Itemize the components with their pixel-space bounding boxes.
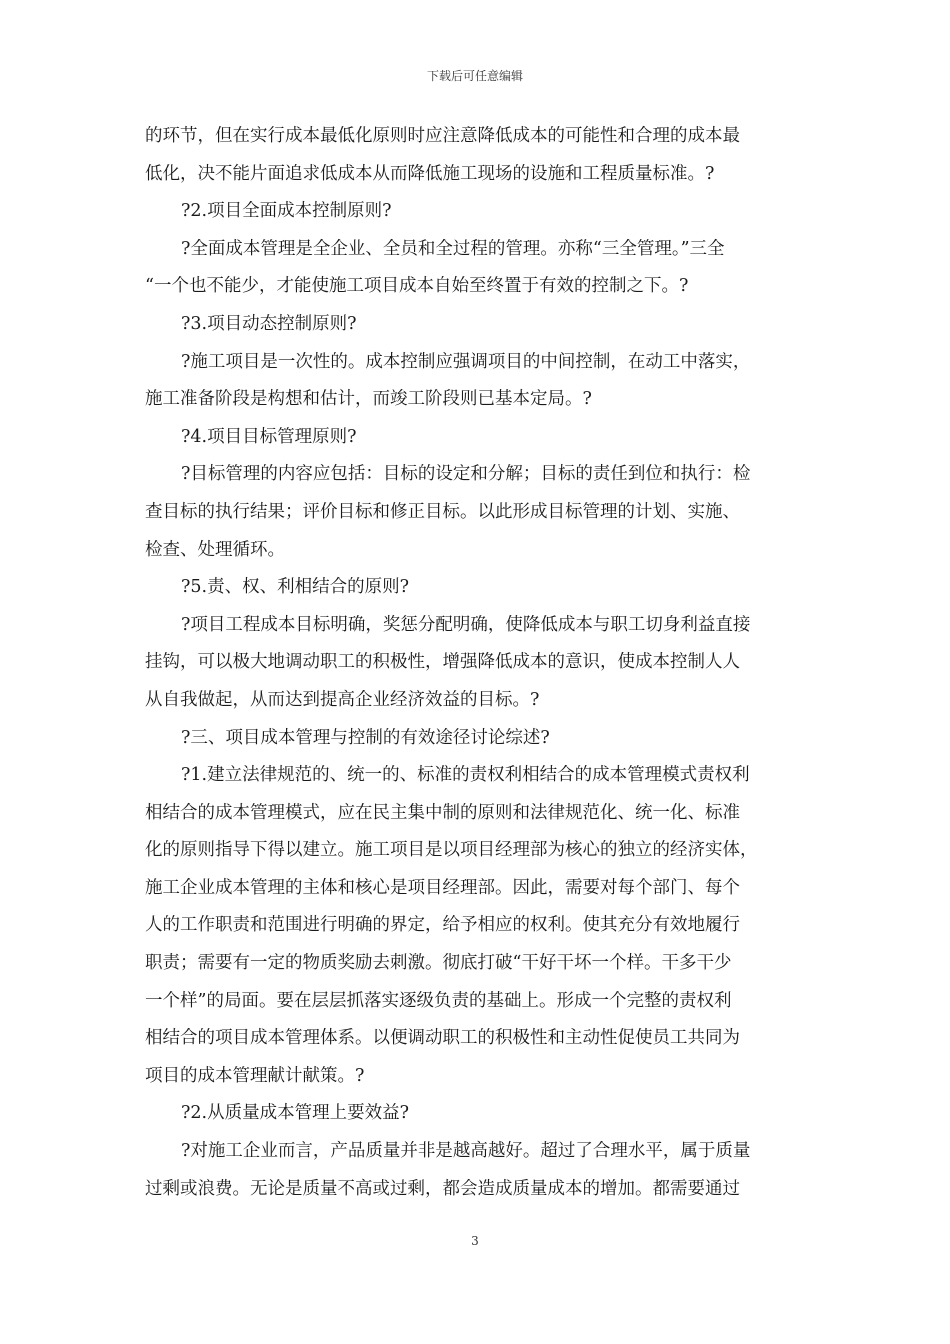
text-line: 人的工作职责和范围进行明确的界定，给予相应的权利。使其充分有效地履行 xyxy=(145,915,740,936)
text-line: 挂钩，可以极大地调动职工的积极性，增强降低成本的意识，使成本控制人人 xyxy=(145,652,740,673)
text-line: ?2.项目全面成本控制原则? xyxy=(181,201,392,222)
text-line: 从自我做起，从而达到提高企业经济效益的目标。? xyxy=(145,689,540,710)
text-line: 过剩或浪费。无论是质量不高或过剩，都会造成质量成本的增加。都需要通过 xyxy=(145,1178,740,1199)
text-line: 相结合的成本管理模式，应在民主集中制的原则和法律规范化、统一化、标准 xyxy=(145,802,740,823)
text-line: ?3.项目动态控制原则? xyxy=(181,313,357,334)
text-line: ?5.责、权、利相结合的原则? xyxy=(181,577,409,598)
page-header: 下载后可任意编辑 xyxy=(426,69,523,83)
text-line: 检查、处理循环。 xyxy=(145,539,285,560)
text-line: ?对施工企业而言，产品质量并非是越高越好。超过了合理水平，属于质量 xyxy=(181,1141,751,1162)
page-number: 3 xyxy=(471,1234,479,1248)
text-line: 化的原则指导下得以建立。施工项目是以项目经理部为核心的独立的经济实体， xyxy=(145,840,758,861)
text-line: 低化，决不能片面追求低成本从而降低施工现场的设施和工程质量标准。? xyxy=(145,163,715,184)
text-line: ?施工项目是一次性的。成本控制应强调项目的中间控制，在动工中落实， xyxy=(181,351,751,372)
text-line: ?三、项目成本管理与控制的有效途径讨论综述? xyxy=(181,727,550,748)
text-line: ?4.项目目标管理原则? xyxy=(181,426,357,447)
text-line: 的环节，但在实行成本最低化原则时应注意降低成本的可能性和合理的成本最 xyxy=(145,126,740,146)
text-line: 职责；需要有一定的物质奖励去刺激。彻底打破“干好干坏一个样。干多干少 xyxy=(145,953,732,974)
text-line: ?项目工程成本目标明确，奖惩分配明确，使降低成本与职工切身利益直接 xyxy=(181,614,751,635)
text-line: 项目的成本管理献计献策。? xyxy=(145,1065,365,1086)
text-line: ?目标管理的内容应包括：目标的设定和分解；目标的责任到位和执行：检 xyxy=(181,464,751,485)
text-line: ?2.从质量成本管理上要效益? xyxy=(181,1103,409,1124)
text-line: 施工企业成本管理的主体和核心是项目经理部。因此，需要对每个部门、每个 xyxy=(145,877,740,898)
text-line: “一个也不能少，才能使施工项目成本自始至终置于有效的控制之下。? xyxy=(145,276,689,297)
text-line: 一个样”的局面。要在层层抓落实逐级负责的基础上。形成一个完整的责权利 xyxy=(145,990,732,1011)
text-line: 相结合的项目成本管理体系。以便调动职工的积极性和主动性促使员工共同为 xyxy=(145,1028,740,1049)
text-line: ?1.建立法律规范的、统一的、标准的责权利相结合的成本管理模式责权利 xyxy=(181,765,750,786)
text-line: ?全面成本管理是全企业、全员和全过程的管理。亦称“三全管理。”三全 xyxy=(181,238,725,259)
text-line: 查目标的执行结果；评价目标和修正目标。以此形成目标管理的计划、实施、 xyxy=(145,501,740,522)
document-body xyxy=(145,118,809,1208)
text-line: 施工准备阶段是构想和估计，而竣工阶段则已基本定局。? xyxy=(145,389,592,410)
